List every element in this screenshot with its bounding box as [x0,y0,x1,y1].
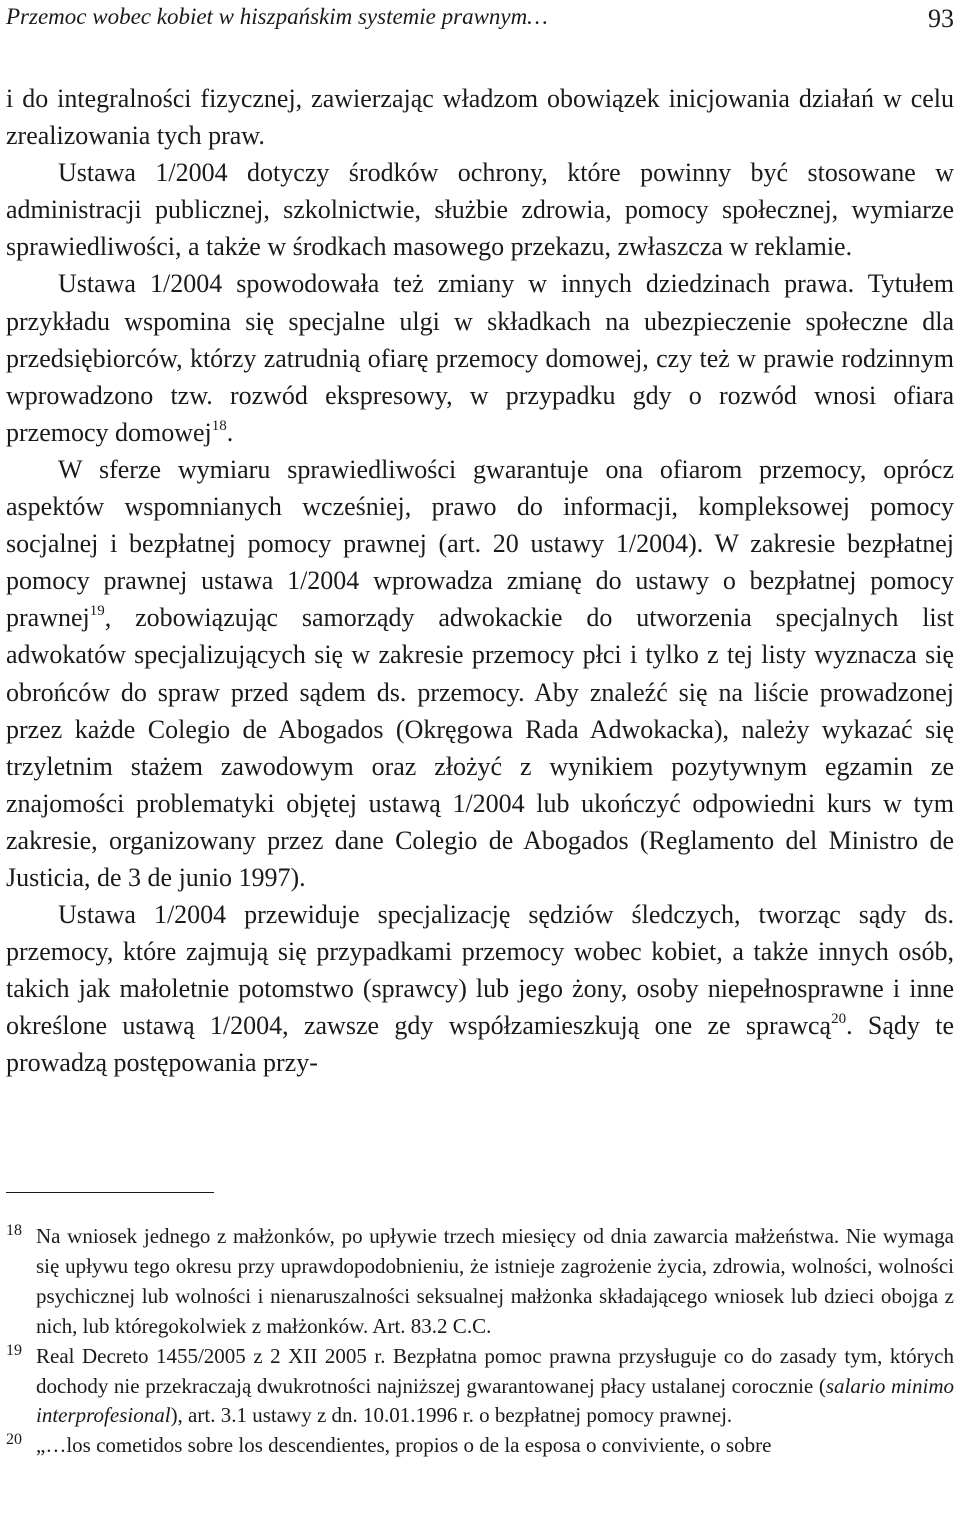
page-number: 93 [928,4,954,33]
footnote-number: 18 [6,1222,22,1239]
footnotes [6,1222,954,1461]
running-title: Przemoc wobec kobiet w hiszpańskim systemie prawnym… [6,4,548,29]
paragraph-5-text-a: Ustawa 1/2004 przewiduje specjalizację sędziów śledczych, tworząc sądy ds. przemocy, które zajmują się przypadkami przemocy wobec kobiet, a także innych osób, takich jak małoletnie potomstwo (sprawcy) lub jego żony, osoby niepełnosprawne i inne określone ustawą 1/2004, zawsze gdy współzamieszkują one ze sprawcą [6,900,954,1041]
footnote-italic-term: salario minimo interprofesional [36,1373,954,1428]
main-text [6,80,954,1082]
footnote-text: „…los cometidos sobre los descendientes, propios o de la esposa o conviviente, o sobre [36,1433,772,1458]
paragraph-4-text-a: W sferze wymiaru sprawiedliwości gwarantuje ona ofiarom przemocy, oprócz aspektów wspomnianych wcześniej, prawo do informacji, kompleksowej pomocy socjalnej i bezpłatnej pomocy prawnej (art. 20 ustawy 1/2004). W zakresie bezpłatnej pomocy prawnej ustawa 1/2004 wprowadza zmianę do ustawy o bezpłatnej pomocy prawnej [6,454,954,633]
footnote-separator [6,1192,214,1193]
footnote-number: 20 [6,1431,22,1449]
footnote-number: 19 [6,1341,22,1359]
paragraph-2: Ustawa 1/2004 dotyczy środków ochrony, które powinny być stosowane w administracji publicznej, szkolnictwie, służbie zdrowia, pomocy społecznej, wymiarze sprawiedliwości, a także w środkach masowego przekazu, zwłaszcza w reklamie. [6,158,954,262]
paragraph-1: i do integralności fizycznej, zawierzając władzom obowiązek inicjowania działań w celu zrealizowania tych praw. [6,84,954,151]
footnote-text-b: ), art. 3.1 ustawy z dn. 10.01.1996 r. o bezpłatnej pomocy prawnej. [170,1403,733,1428]
paragraph-5 [6,896,954,1081]
footnote-text-a: Real Decreto 1455/2005 z 2 XII 2005 r. Bezpłatna pomoc prawna przysługuje co do zasady tym, których dochody nie przekraczają dwukrotności najniższej gwarantowanej płacy ustalanej corocznie ( [36,1343,954,1398]
paragraph-4-text-b: , zobowiązując samorządy adwokackie do utworzenia specjalnych list adwokatów specjalizujących się w zakresie przemocy płci i tylko z tej listy wyznacza się obrońców do spraw przed sądem ds. przemocy. Aby znaleźć się na liście prowadzonej przez każde Colegio de Abogados (Okręgowa Rada Adwokacka), należy wykazać się trzyletnim stażem zawodowym oraz złożyć z wynikiem pozytywnym egzamin ze znajomości problematyki objętej ustawą 1/2004 lub ukończyć odpowiedni kurs w tym zakresie, organizowany przez dane Colegio de Abogados (Reglamento del Ministro de Justicia, de 3 de junio 1997). [6,603,954,892]
running-header [6,4,954,34]
footnote-ref-19[interactable]: 19 [89,603,105,620]
footnote-19 [6,1342,954,1432]
footnote-ref-18[interactable]: 18 [211,417,227,434]
paragraph-3-text: Ustawa 1/2004 spowodowała też zmiany w innych dziedzinach prawa. Tytułem przykładu wspomina się specjalne ulgi w składkach na ubezpieczenie społeczne dla przedsiębiorców, którzy zatrudnią ofiarę przemocy domowej, czy też w prawie rodzinnym wprowadzono tzw. rozwód ekspresowy, w przypadku gdy o rozwód wnosi ofiara przemocy domowej [6,269,954,447]
footnote-text: Na wniosek jednego z małżonków, po upływie trzech miesięcy od dnia zawarcia małżeństwa. Nie wymaga się upływu tego okresu przy uprawdopodobnieniu, że istnieje zagrożenie życia, zdrowia, wolności, wolności psychicznej lub wolności i nienaruszalności seksualnej małżonka składającego wniosek lub dzieci obojga z nich, lub któregokolwiek z małżonków. Art. 83.2 C.C. [36,1224,954,1338]
paragraph-3-end: . [226,417,234,447]
footnote-text [36,1342,954,1432]
footnote-18 [6,1222,954,1342]
footnote-ref-20[interactable]: 20 [831,1011,847,1028]
paragraph-3 [6,265,954,450]
paragraph-5-text-b: . Sądy te prowadzą postępowania przy- [6,1011,954,1078]
footnote-20 [6,1431,954,1461]
paragraph-4 [6,451,954,896]
